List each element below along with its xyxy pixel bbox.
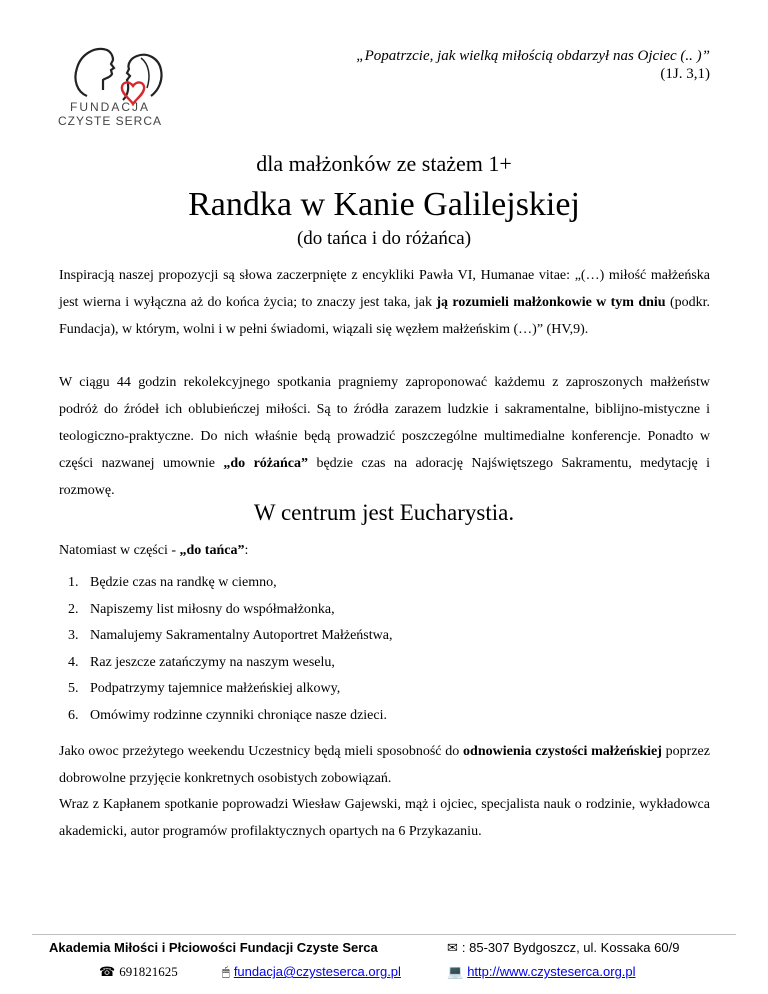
bible-quote bbox=[356, 47, 710, 83]
intro-text-b: : bbox=[244, 543, 249, 558]
list-item bbox=[68, 597, 392, 624]
list-item bbox=[68, 623, 392, 650]
list-number: 5. bbox=[68, 681, 79, 696]
footer-phone bbox=[99, 964, 178, 980]
p1-text-a: Inspiracją naszej propozycji są słowa zaczerpnięte z encykliki Pawła VI, Humanae vitae: „(…) miłość małżeńska jest wierna i wyłączna aż do końca życia; to znaczy jest taka, jak bbox=[59, 268, 710, 310]
audience-subtitle: dla małżonków ze stażem 1+ bbox=[256, 151, 512, 176]
footer-email bbox=[222, 964, 401, 980]
p3-text-a: Jako owoc przeżytego weekendu Uczestnicy będą mieli sposobność do bbox=[59, 744, 464, 759]
list-text: Omówimy rodzinne czynniki chroniące nasze dzieci. bbox=[90, 707, 387, 723]
paragraph-fruit bbox=[59, 738, 710, 792]
envelope-icon: ✉ bbox=[447, 940, 458, 955]
address-text: : 85-307 Bydgoszcz, ul. Kossaka 60/9 bbox=[461, 940, 680, 955]
paragraph-inspiration bbox=[59, 262, 710, 343]
p3-text-b: poprzez dobrowolne przyjęcie konkretnych osobistych zobowiązań. bbox=[59, 744, 710, 786]
mouse-icon: 🖱 bbox=[222, 964, 230, 979]
quote-text: „Popatrzcie, jak wielką miłością obdarzył nas Ojciec (.. )” bbox=[356, 48, 710, 64]
list-number: 1. bbox=[68, 575, 79, 590]
list-text: Namalujemy Sakramentalny Autoportret Małżeństwa, bbox=[90, 628, 393, 643]
email-link[interactable]: fundacja@czysteserca.org.pl bbox=[233, 964, 401, 979]
logo-text bbox=[48, 100, 172, 128]
list-item bbox=[68, 650, 392, 677]
title-subtitle: (do tańca i do różańca) bbox=[296, 228, 472, 249]
list-text: Będzie czas na randkę w ciemno, bbox=[90, 575, 277, 590]
activities-list bbox=[68, 570, 392, 729]
list-item bbox=[68, 570, 392, 597]
p2-text-a: W ciągu 44 godzin rekolekcyjnego spotkania pragniemy zaproponować każdemu z zaproszonych małżeństw podróż do źródeł ich oblubieńczej miłości. Są to źródła zarazem ludzkie i sakramentalne, biblijno-mistyczne i teologiczno-praktyczne. Do nich właśnie będą prowadzić poszczególne multimedialne konferencje. Ponadto w części nazwanej umownie bbox=[59, 375, 710, 471]
intro-bold: „do tańca” bbox=[179, 543, 245, 558]
p1-bold: ją rozumieli małżonkowie w tym dniu bbox=[436, 295, 666, 310]
website-link[interactable]: http://www.czysteserca.org.pl bbox=[467, 964, 636, 979]
paragraph-retreat bbox=[59, 369, 710, 504]
list-item bbox=[68, 676, 392, 703]
list-number: 6. bbox=[68, 707, 79, 723]
list-text: Raz jeszcze zatańczymy na naszym weselu, bbox=[90, 654, 335, 670]
p2-bold: „do różańca” bbox=[223, 456, 309, 471]
footer-organization: Akademia Miłości i Płciowości Fundacji Czyste Serca bbox=[49, 940, 378, 955]
p1-text-b: (podkr. Fundacja), w którym, wolni i w pełni świadomi, wiązali się węzłem małżeńskim (…)” (HV,9). bbox=[59, 295, 710, 337]
paragraph-leader: Wraz z Kapłanem spotkanie poprowadzi Wiesław Gajewski, mąż i ojciec, specjalista nauk o rodzinie, wykładowca akademicki, autor programów profilaktycznych opartych na 6 Przykazaniu. bbox=[59, 797, 710, 839]
list-number: 3. bbox=[68, 628, 79, 643]
footer-address bbox=[447, 940, 679, 956]
p3-bold: odnowienia czystości małżeńskiej bbox=[463, 744, 662, 759]
p2-text-b: będzie czas na adorację Najświętszego Sakramentu, medytację i rozmowę. bbox=[59, 456, 711, 498]
footer-website bbox=[447, 964, 636, 980]
intro-text-a: Natomiast w części - bbox=[59, 543, 180, 558]
footer-divider bbox=[32, 934, 736, 935]
phone-text: 691821625 bbox=[119, 964, 178, 979]
page-title: Randka w Kanie Galilejskiej bbox=[188, 186, 580, 223]
list-intro bbox=[59, 543, 248, 559]
list-number: 2. bbox=[68, 601, 79, 617]
list-text: Podpatrzymy tajemnice małżeńskiej alkowy, bbox=[90, 681, 341, 696]
list-text: Napiszemy list miłosny do współmałżonka, bbox=[90, 601, 335, 617]
section-heading: W centrum jest Eucharystia. bbox=[253, 500, 515, 525]
logo-line-2: CZYSTE SERCA bbox=[57, 114, 162, 128]
quote-reference: (1J. 3,1) bbox=[660, 66, 710, 82]
list-item bbox=[68, 703, 392, 730]
computer-icon: 💻 bbox=[447, 964, 464, 979]
list-number: 4. bbox=[68, 654, 79, 670]
logo-line-1: FUNDACJA bbox=[69, 100, 150, 114]
phone-icon: ☎ bbox=[99, 964, 116, 979]
